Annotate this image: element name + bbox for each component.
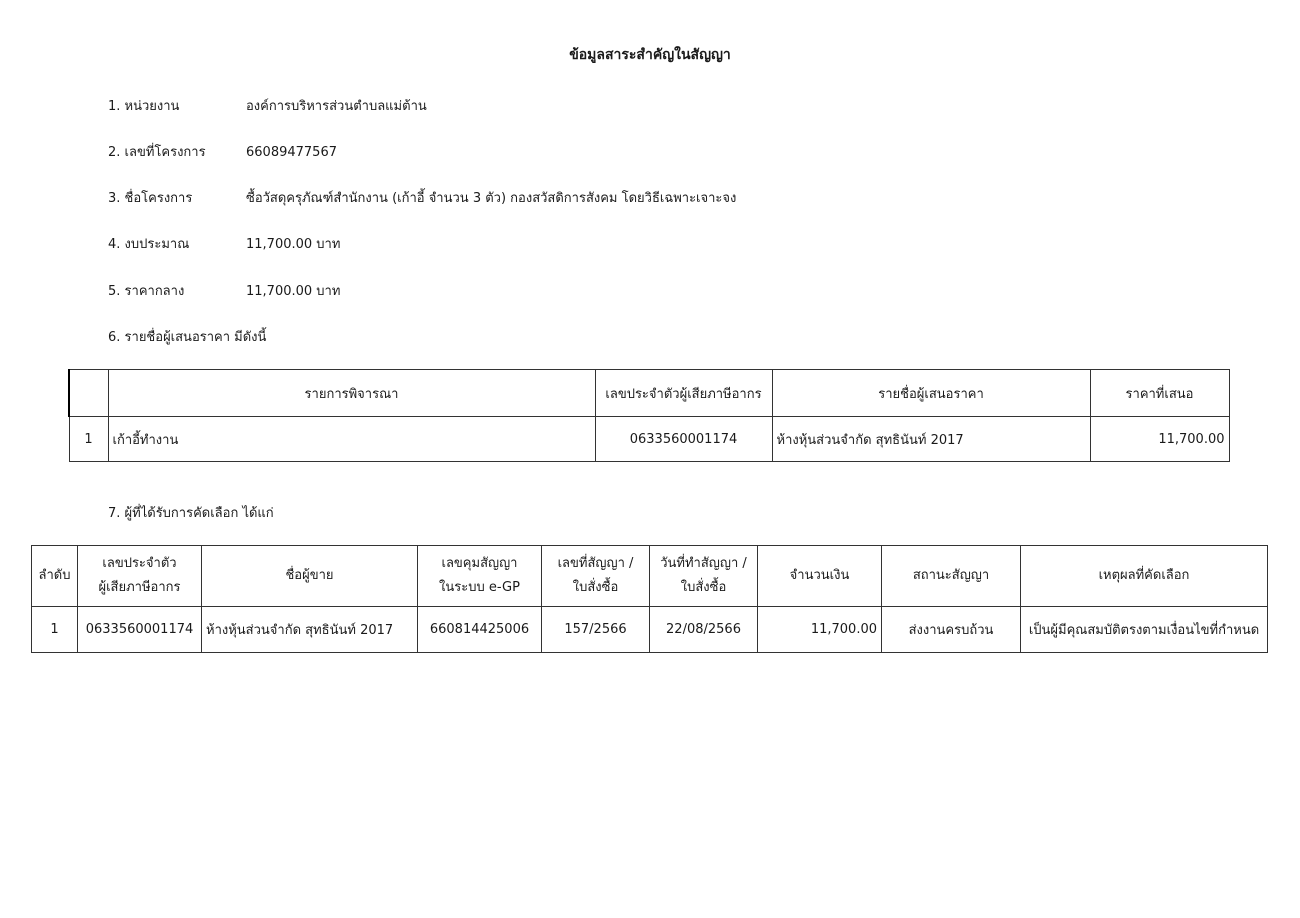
cell-egp-number: 660814425006 [418,607,542,653]
header-cell: จำนวนเงิน [758,546,882,607]
info-label: 2. เลขที่โครงการ [108,145,206,160]
cell-contract-number: 157/2566 [542,607,650,653]
header-cell: รายชื่อผู้เสนอราคา [772,370,1090,417]
cell-item: เก้าอี้ทำงาน [108,417,595,462]
info-label: 4. งบประมาณ [108,237,190,252]
cell-tax-id: 0633560001174 [595,417,772,462]
header-cell: เลขที่สัญญา / ใบสั่งซื้อ [542,546,650,607]
cell-contract-date: 22/08/2566 [650,607,758,653]
header-cell [69,370,108,417]
info-value: 11,700.00 บาท [246,237,341,252]
winners-table [31,545,1268,653]
info-value: 11,700.00 บาท [246,284,341,299]
document-title: ข้อมูลสาระสำคัญในสัญญา [569,47,731,63]
header-cell: เลขคุมสัญญา ในระบบ e-GP [418,546,542,607]
cell-bidder-name: ห้างหุ้นส่วนจำกัด สุทธินันท์ 2017 [772,417,1090,462]
header-cell: ลำดับ [32,546,78,607]
info-value: องค์การบริหารส่วนตำบลแม่ต้าน [246,99,427,114]
header-cell: ราคาที่เสนอ [1090,370,1229,417]
header-cell: วันที่ทำสัญญา / ใบสั่งซื้อ [650,546,758,607]
cell-tax-id: 0633560001174 [78,607,202,653]
cell-amount: 11,700.00 [758,607,882,653]
info-label: 3. ชื่อโครงการ [108,191,193,206]
cell-index: 1 [69,417,108,462]
info-label: 1. หน่วยงาน [108,99,180,114]
info-value: 66089477567 [246,145,337,160]
table-header-row [32,546,1268,607]
section-heading: 6. รายชื่อผู้เสนอราคา มีดังนี้ [108,330,267,345]
bidders-table [68,369,1230,462]
cell-status: ส่งงานครบถ้วน [882,607,1021,653]
table-row [69,417,1229,462]
info-label: 5. ราคากลาง [108,284,185,299]
table-row [32,607,1268,653]
header-cell: สถานะสัญญา [882,546,1021,607]
header-cell: ชื่อผู้ขาย [202,546,418,607]
header-cell: เลขประจำตัวผู้เสียภาษีอากร [595,370,772,417]
cell-seller-name: ห้างหุ้นส่วนจำกัด สุทธินันท์ 2017 [202,607,418,653]
header-cell: รายการพิจารณา [108,370,595,417]
header-cell: เหตุผลที่คัดเลือก [1021,546,1268,607]
cell-offer-price: 11,700.00 [1090,417,1229,462]
table-header-row [69,370,1229,417]
header-cell: เลขประจำตัว ผู้เสียภาษีอากร [78,546,202,607]
info-value: ซื้อวัสดุครุภัณฑ์สำนักงาน (เก้าอี้ จำนวน 3 ตัว) กองสวัสดิการสังคม โดยวิธีเฉพาะเจาะจง [246,191,737,206]
cell-reason: เป็นผู้มีคุณสมบัติตรงตามเงื่อนไขที่กำหนด [1021,607,1268,653]
cell-index: 1 [32,607,78,653]
section-heading: 7. ผู้ที่ได้รับการคัดเลือก ได้แก่ [108,506,274,521]
